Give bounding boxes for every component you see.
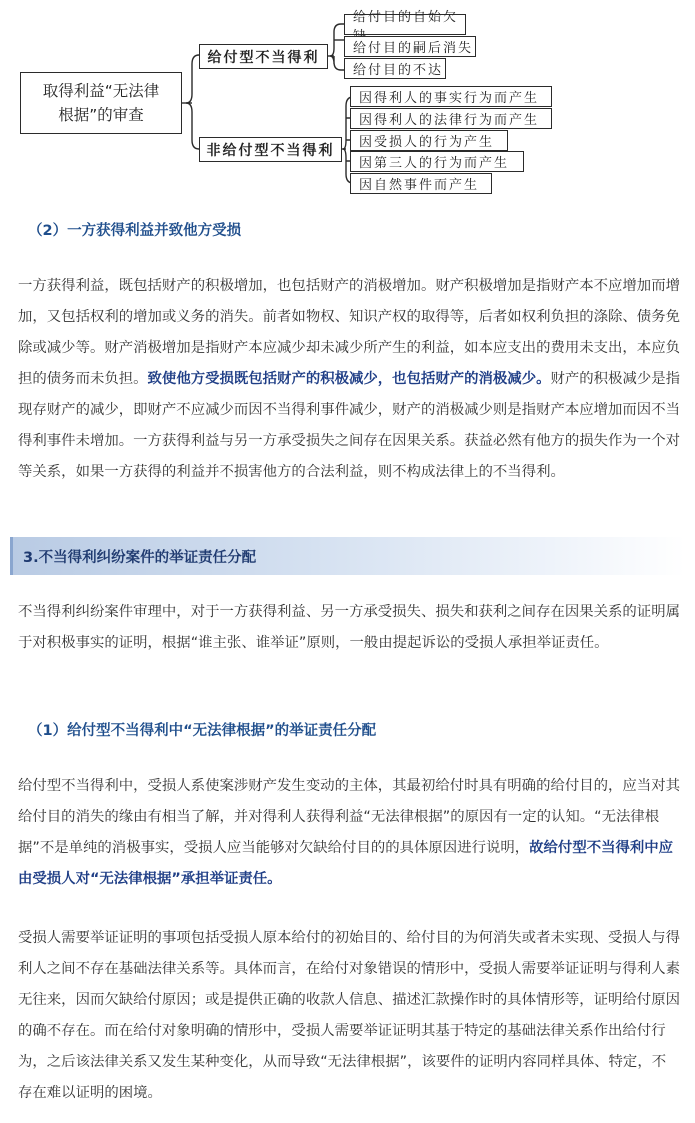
diagram-branch-non-giving-label: 非给付型不当得利 xyxy=(206,142,335,159)
diagram-leaf xyxy=(344,36,476,57)
body-paragraph xyxy=(18,271,680,488)
subsection-heading: （1）给付型不当得利中“无法律根据”的举证责任分配 xyxy=(28,723,377,739)
section-heading: （2）一方获得利益并致他方受损 xyxy=(28,223,242,239)
highlight-text: 故给付型不当得利中应由受损人对“无法律根据”承担举证责任。 xyxy=(18,840,674,887)
paragraph-text: 财产的积极减少是指现存财产的减少，即财产不应减少而因不当得利事件减少，财产的消极减少则是指财产本应增加而因不当得利事件未增加。一方获得利益与另一方承受损失之间存在因果关系。获益必然有他方的损失作为一个对等关系，如果一方获得的利益并不损害他方的合法利益，则不构成法律上的不当得利。 xyxy=(18,371,681,480)
diagram-leaf-label: 因第三人的行为而产生 xyxy=(359,156,510,171)
diagram-leaf-label: 给付目的不达 xyxy=(353,63,444,78)
diagram-branch-giving-label: 给付型不当得利 xyxy=(207,49,320,66)
diagram-leaf-label: 因自然事件而产生 xyxy=(359,178,480,193)
diagram-branch-giving xyxy=(199,44,328,69)
concept-diagram xyxy=(0,0,695,205)
diagram-root-line-1: 取得利益“无法律 xyxy=(42,82,160,100)
diagram-leaf xyxy=(350,86,552,107)
paragraph-text: 一方获得利益，既包括财产的积极增加，也包括财产的消极增加。财产积极增加是指财产本不应增加而增加，又包括权利的增加或义务的消失。前者如物权、知识产权的取得等，后者如权利负担的涤除、债务免除或减少等。财产消极增加是指财产本应减少却未减少所产生的利益，如本应支出的费用未支出，本应负担的债务而未负担。 xyxy=(18,278,680,387)
paragraph-text: 给付型不当得利中，受损人系使案涉财产发生变动的主体，其最初给付时具有明确的给付目的，应当对其给付目的消失的缘由有相当了解，并对得利人获得利益“无法律根据”的原因有一定的认知。“无法律根据”不是单纯的消极事实，受损人应当能够对欠缺给付目的的具体原因进行说明， xyxy=(18,778,680,856)
section-banner xyxy=(10,537,685,575)
section-banner-title: 3.不当得利纠纷案件的举证责任分配 xyxy=(23,550,257,566)
diagram-leaf xyxy=(350,151,524,172)
diagram-leaf-label: 给付目的自始欠 xyxy=(353,9,459,25)
diagram-leaf-label: 因得利人的法律行为而产生 xyxy=(359,113,540,128)
body-paragraph xyxy=(18,771,680,895)
body-paragraph: 不当得利纠纷案件审理中，对于一方获得利益、另一方承受损失、损失和获利之间存在因果关系的证明属于对积极事实的证明，根据“谁主张、谁举证”原则，一般由提起诉讼的受损人承担举证责任。 xyxy=(18,604,680,651)
highlight-text: 致使他方受损既包括财产的积极减少，也包括财产的消极减少。 xyxy=(147,371,551,387)
diagram-leaf xyxy=(350,173,492,194)
diagram-leaf xyxy=(344,58,446,79)
diagram-branch-non-giving xyxy=(199,137,342,162)
diagram-leaf-label: 因受损人的行为产生 xyxy=(359,135,495,150)
diagram-leaf xyxy=(350,130,508,151)
diagram-root-box xyxy=(20,72,182,134)
diagram-leaf xyxy=(344,9,466,35)
diagram-leaf-label: 给付目的嗣后消失 xyxy=(353,41,474,56)
body-paragraph: 受损人需要举证证明的事项包括受损人原本给付的初始目的、给付目的为何消失或者未实现、受损人与得利人之间不存在基础法律关系等。具体而言，在给付对象错误的情形中，受损人需要举证证明与得利人素无往来，因而欠缺给付原因；或是提供正确的收款人信息、描述汇款操作时的具体情形等，证明给付原因的确不存在。而在给付对象明确的情形中，受损人需要举证证明其基于特定的基础法律关系作出给付行为，之后该法律关系又发生某种变化，从而导致“无法律根据”，该要件的证明内容同样具体、特定，不存在难以证明的困境。 xyxy=(18,930,680,1101)
diagram-leaf-label: 因得利人的事实行为而产生 xyxy=(359,91,540,106)
diagram-root-line-2: 根据”的审查 xyxy=(58,106,144,124)
diagram-leaf xyxy=(350,108,552,129)
